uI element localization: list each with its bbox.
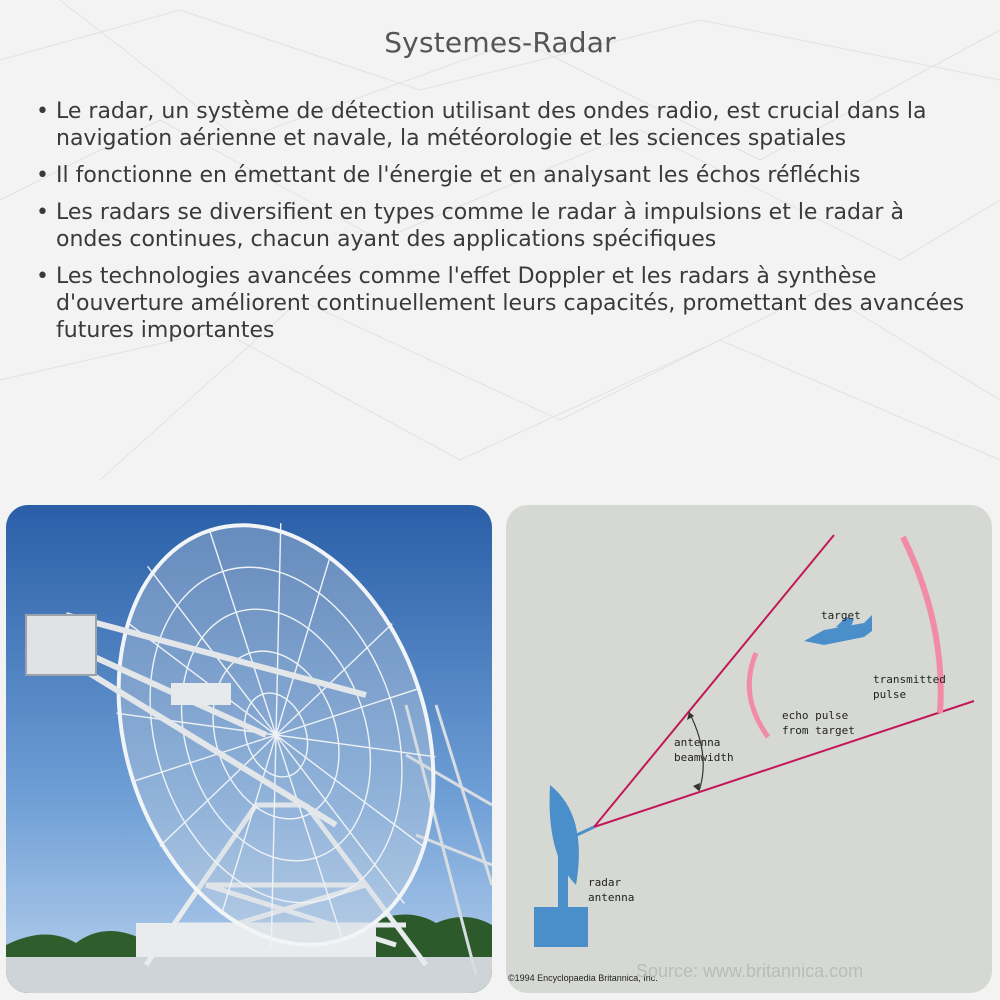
- bullet-list: [36, 98, 966, 354]
- bullet-marker: •: [36, 264, 49, 289]
- label-radar: radar: [588, 876, 622, 889]
- bullet-item: [36, 162, 966, 189]
- transmitted-pulse: [903, 537, 941, 713]
- page-title: Systemes-Radar: [384, 26, 616, 59]
- radar-diagram: [506, 505, 992, 993]
- bullet-item: [36, 199, 966, 253]
- bullet-marker: •: [36, 200, 49, 225]
- bullet-item: [36, 98, 966, 152]
- bullet-item: [36, 263, 966, 344]
- label-antenna: antenna: [674, 736, 721, 749]
- radar-dish-photo: [6, 505, 492, 993]
- label-radar-antenna: antenna: [588, 891, 635, 904]
- bullet-text: Les technologies avancées comme l'effet Doppler et les radars à synthèse d'ouverture améliorent continuellement leurs capacités, promettant des avancées futures importantes: [56, 264, 965, 343]
- bullet-marker: •: [36, 99, 49, 124]
- copyright-text: ©1994 Encyclopaedia Britannica, Inc.: [508, 973, 658, 983]
- bullet-text: Les radars se diversifient en types comme le radar à impulsions et le radar à ondes continues, chacun ayant des applications spécifiques: [56, 200, 904, 252]
- bullet-text: Il fonctionne en émettant de l'énergie et en analysant les échos réfléchis: [56, 163, 861, 188]
- label-beamwidth: beamwidth: [674, 751, 734, 764]
- echo-pulse: [749, 653, 768, 737]
- radar-antenna-icon: [534, 785, 594, 947]
- bullet-text: Le radar, un système de détection utilisant des ondes radio, est crucial dans la navigation aérienne et navale, la météorologie et les sciences spatiales: [56, 99, 927, 151]
- label-from-target: from target: [782, 724, 855, 737]
- bullet-marker: •: [36, 163, 49, 188]
- label-echo-pulse: echo pulse: [782, 709, 849, 722]
- beam-upper-line: [594, 535, 834, 827]
- label-pulse: pulse: [873, 688, 907, 701]
- label-transmitted: transmitted: [873, 673, 946, 686]
- label-target: target: [821, 609, 861, 622]
- source-credit: Source: www.britannica.com: [636, 961, 864, 981]
